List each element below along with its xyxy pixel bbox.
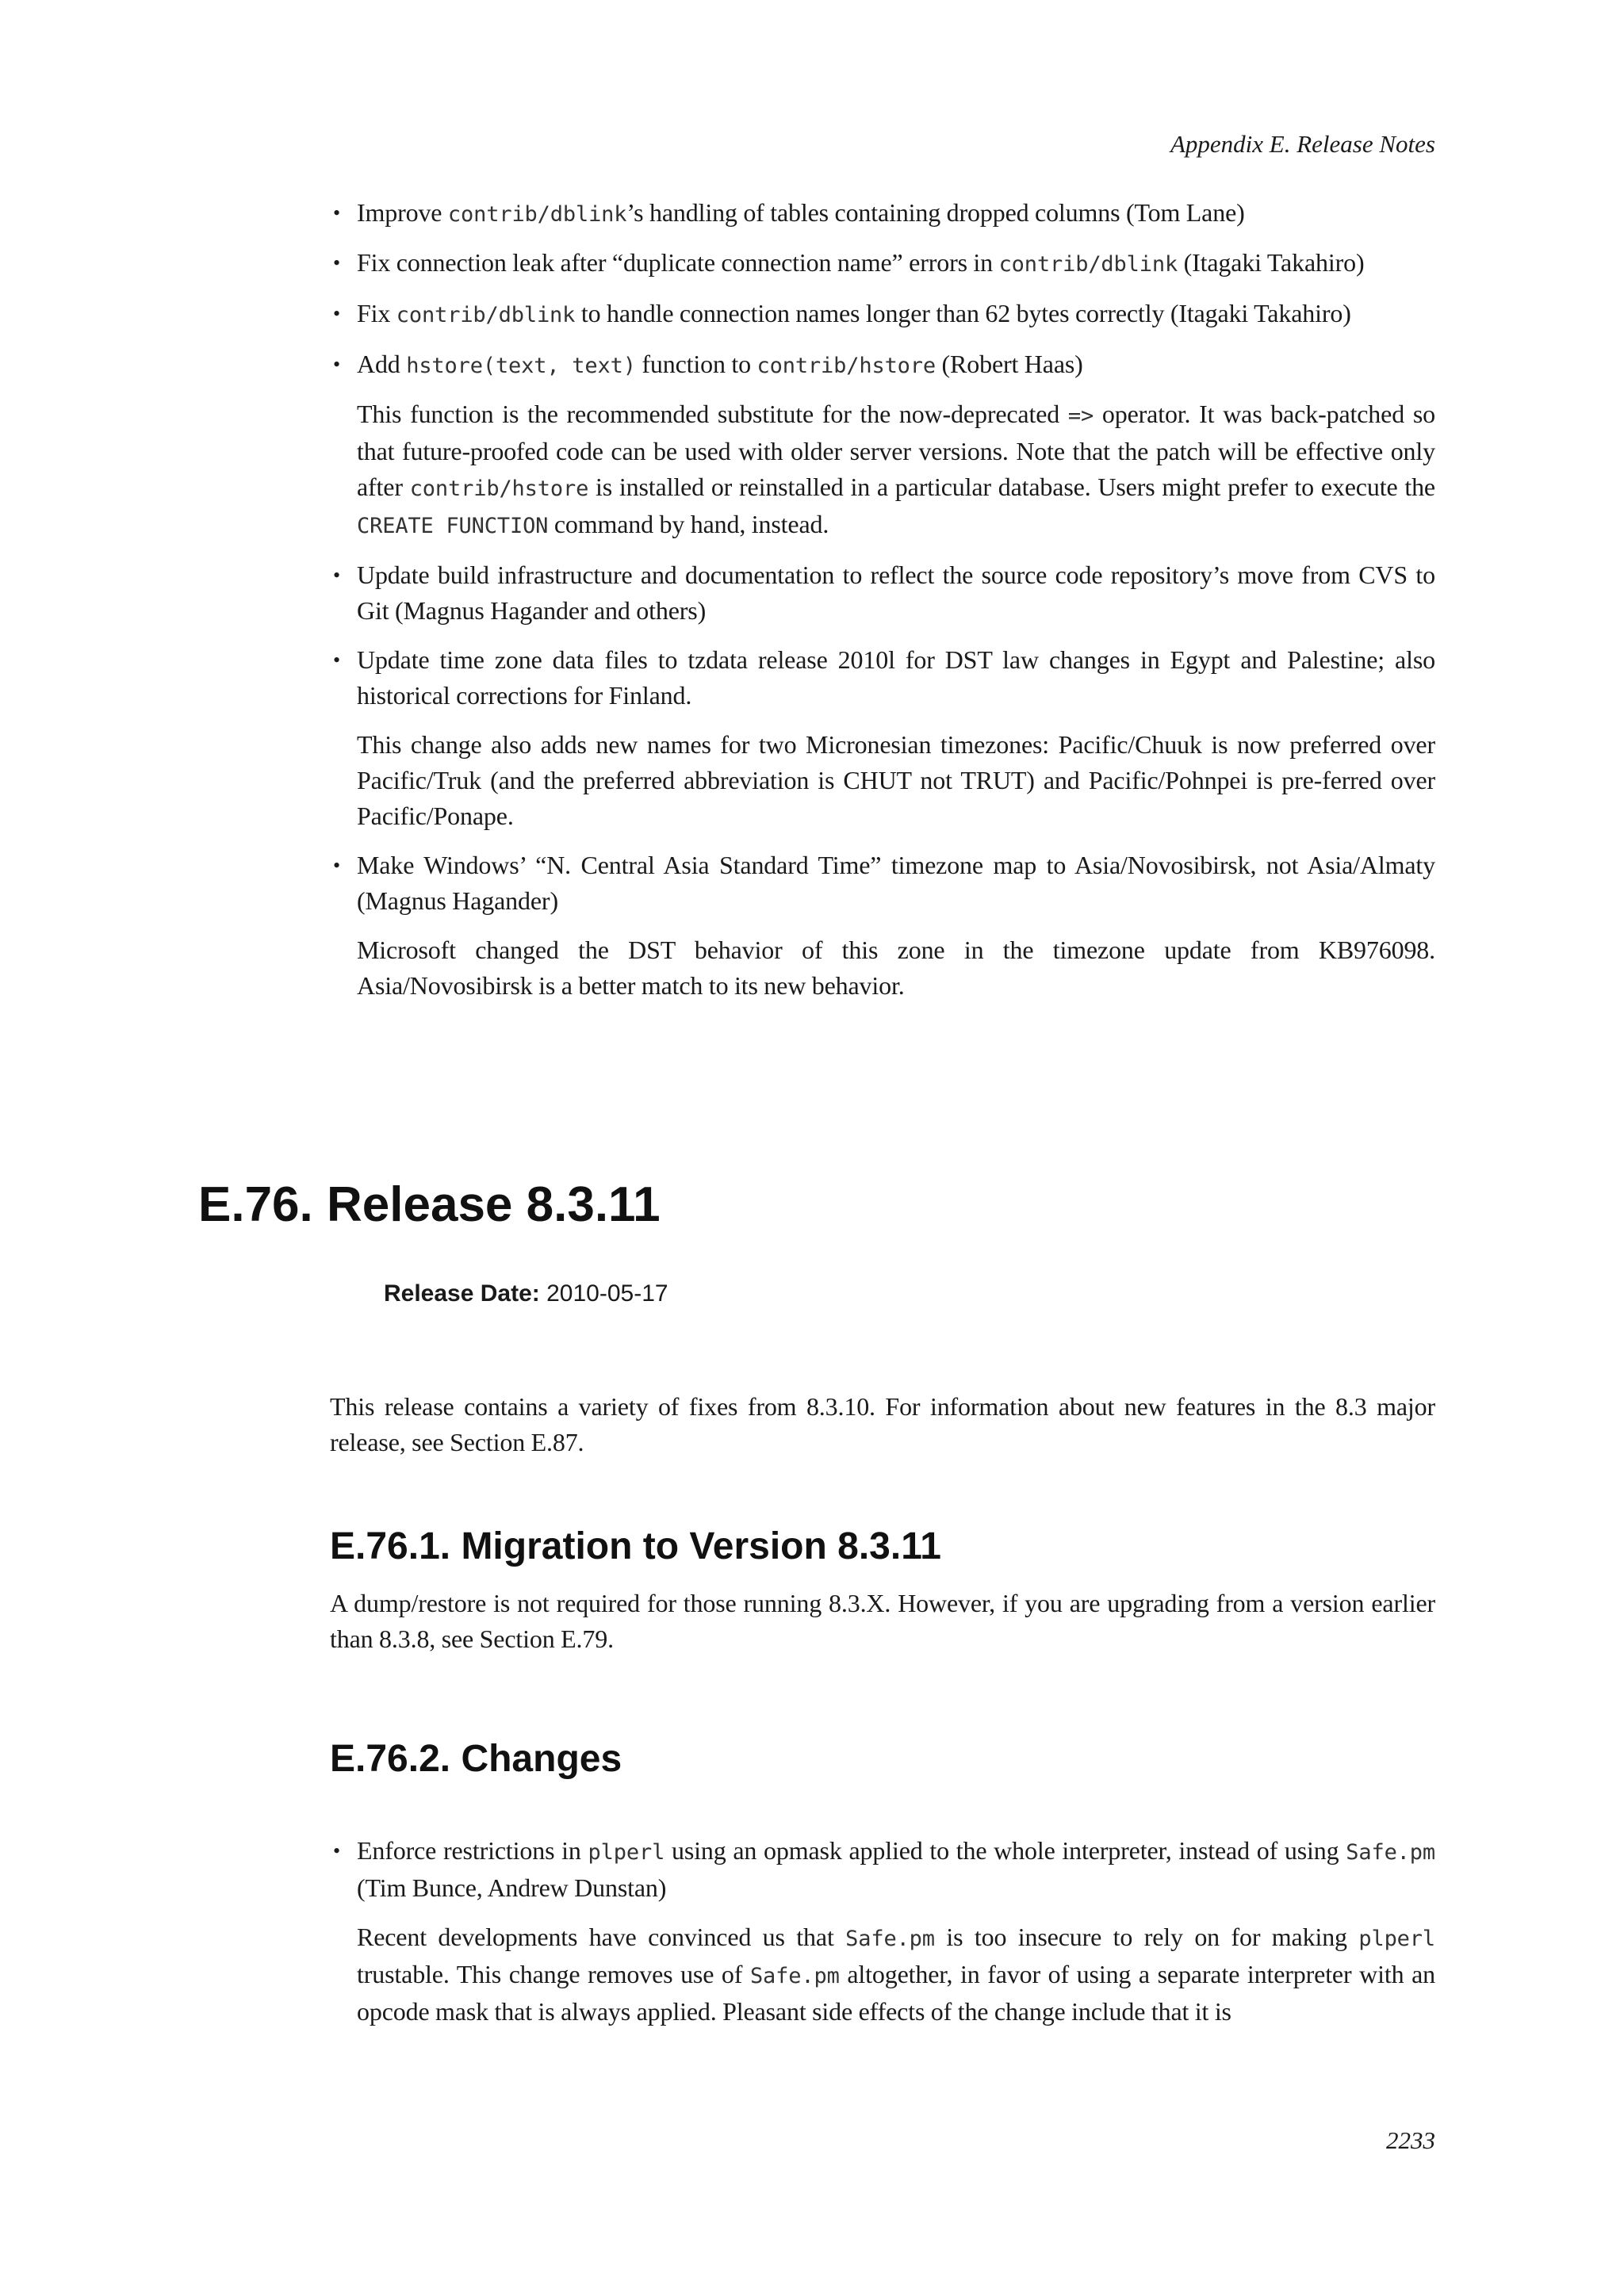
changes-list — [330, 1833, 1435, 2030]
inline-code: contrib/dblink — [998, 252, 1178, 277]
section-intro-block — [330, 1389, 1435, 1460]
bullet-item: • Fix connection leak after “duplicate connection name” errors in contrib/dblink (Itagaki Takahiro) — [330, 245, 1435, 282]
inline-code: plperl — [588, 1840, 665, 1865]
bullet-item: • Improve contrib/dblink’s handling of tables containing dropped columns (Tom Lane) — [330, 195, 1435, 232]
bullet-list-top — [330, 195, 1435, 1004]
inline-code: contrib/dblink — [396, 303, 576, 327]
item-description: Recent developments have convinced us that Safe.pm is too insecure to rely on for making plperl trustable. This change removes use of Safe.pm altogether, in favor of using a separate interpreter with an opcode mask that is always applied. Pleasant side effects of the change include that it is — [357, 1923, 1435, 2026]
inline-code: hstore(text, text) — [406, 354, 636, 378]
migration-text: A dump/restore is not required for those running 8.3.X. However, if you are upgrading from a version earlier than 8.3.8, see Section E.79. — [330, 1589, 1435, 1653]
bullet-item: • Make Windows’ “N. Central Asia Standard Time” timezone map to Asia/Novosibirsk, not Asia/Almaty (Magnus Hagander) — [330, 848, 1435, 919]
release-date-value: 2010-05-17 — [546, 1280, 668, 1307]
bullet-item: • Add hstore(text, text) function to contrib/hstore (Robert Haas) — [330, 346, 1435, 384]
bullet-item: • Fix contrib/dblink to handle connection names longer than 62 bytes correctly (Itagaki Takahiro) — [330, 296, 1435, 333]
page-number: 2233 — [1386, 2126, 1435, 2154]
inline-code: contrib/hstore — [409, 476, 589, 501]
release-date — [384, 1278, 668, 1310]
section-title: E.76. Release 8.3.11 — [198, 1177, 661, 1232]
inline-code: Safe.pm — [749, 1964, 840, 1988]
bullet-item: • Enforce restrictions in plperl using an opmask applied to the whole interpreter, instead of using Safe.pm (Tim Bunce, Andrew Dunstan) — [330, 1833, 1435, 1906]
migration-block — [330, 1586, 1435, 1657]
bullet-item: • Update time zone data files to tzdata release 2010l for DST law changes in Egypt and Palestine; also historical corrections for Finland. — [330, 642, 1435, 714]
running-header: Appendix E. Release Notes — [1170, 130, 1435, 158]
item-description: This function is the recommended substitute for the now-deprecated => operator. It was back-patched so that future-proofed code can be used with older server versions. Note that the patch will be effective only after contrib/hstore is installed or reinstalled in a particular database. Users might prefer to execute the CREATE FUNCTION command by hand, instead. — [357, 400, 1435, 538]
section-intro: This release contains a variety of fixes from 8.3.10. For information about new features in the 8.3 major release, see Section E.87. — [330, 1392, 1435, 1456]
bullet-item: • Update build infrastructure and documentation to reflect the source code repository’s move from CVS to Git (Magnus Hagander and others) — [330, 557, 1435, 629]
changes-heading: E.76.2. Changes — [330, 1738, 622, 1780]
inline-code: contrib/hstore — [756, 354, 936, 378]
inline-code: contrib/dblink — [447, 202, 627, 227]
item-description: This change also adds new names for two Micronesian timezones: Pacific/Chuuk is now preferred over Pacific/Truk (and the preferred abbreviation is CHUT not TRUT) and Pacific/Pohnpei is pre-ferred over Pacific/Ponape. — [357, 730, 1435, 830]
inline-code: Safe.pm — [1346, 1840, 1435, 1865]
migration-heading: E.76.1. Migration to Version 8.3.11 — [330, 1525, 941, 1567]
inline-code: plperl — [1358, 1927, 1435, 1951]
release-date-label: Release Date: — [384, 1280, 540, 1307]
inline-code: CREATE FUNCTION — [357, 514, 549, 538]
inline-code: Safe.pm — [845, 1927, 935, 1951]
item-description: Microsoft changed the DST behavior of this zone in the timezone update from KB976098. Asia/Novosibirsk is a better match to its new behavior. — [357, 936, 1435, 1000]
inline-code: => — [1067, 404, 1094, 428]
